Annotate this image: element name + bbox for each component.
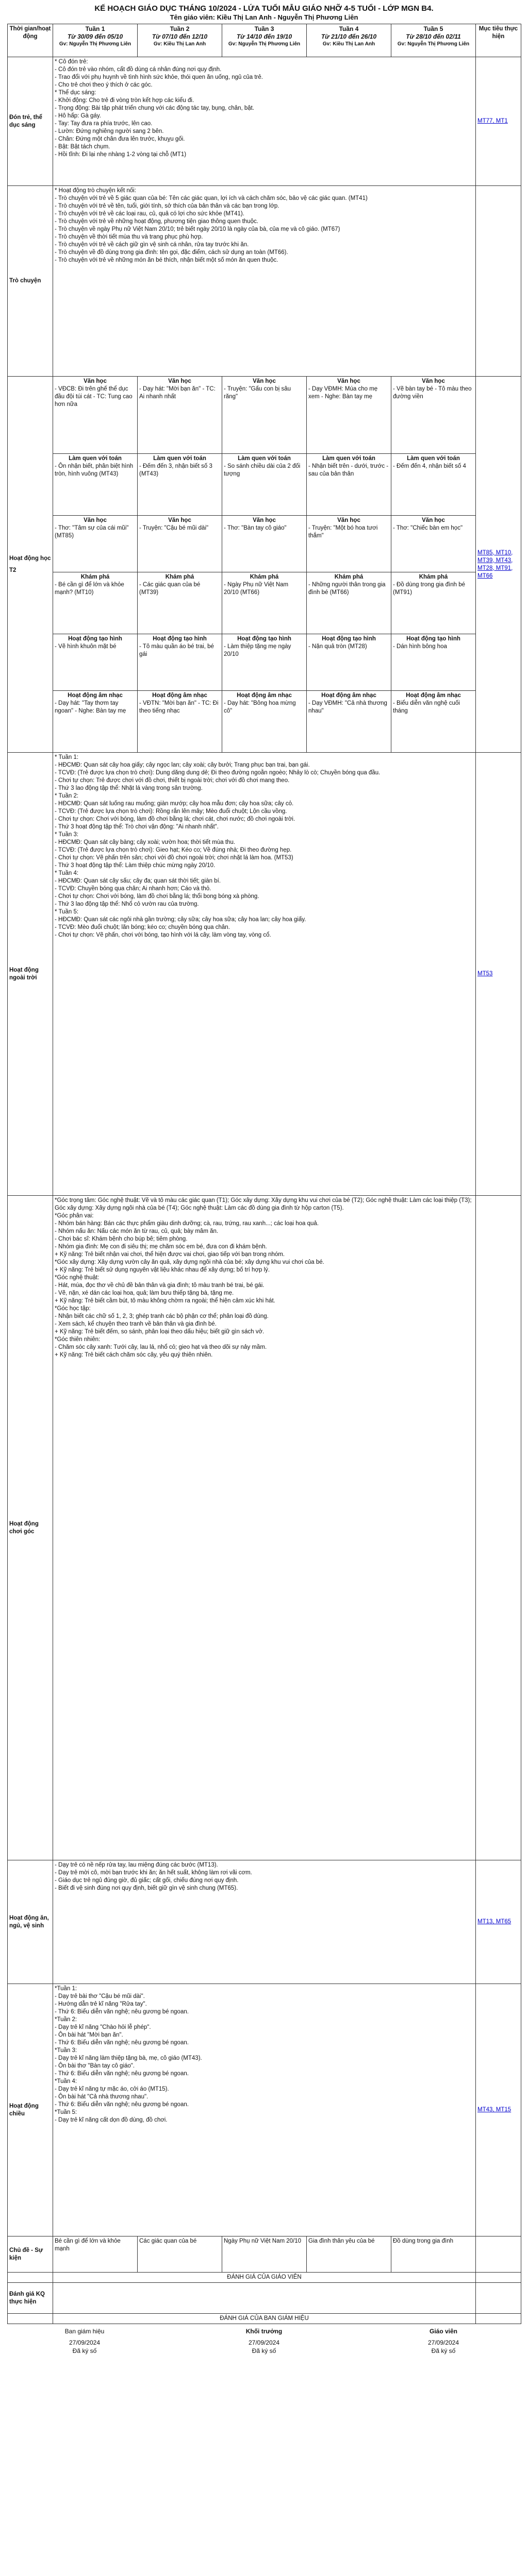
afternoon-label: Hoạt động chiều <box>8 1984 53 2236</box>
activity-text: - Làm thiệp tặng mẹ ngày 20/10 <box>224 643 291 657</box>
week-2-dates: Từ 07/10 đến 12/10 <box>152 33 208 40</box>
afternoon-line: *Tuần 3: <box>55 2047 77 2054</box>
meals-line: - Biết đi vệ sinh đúng nơi quy định, biết giữ gìn vệ sinh chung (MT65). <box>55 1885 238 1891</box>
week-2-name: Tuần 2 <box>170 25 190 32</box>
evaluation-row <box>8 2283 521 2314</box>
week-4-header <box>307 24 391 57</box>
signature-teacher <box>366 2327 521 2335</box>
teacher-review-spacer <box>8 2273 53 2283</box>
activity-subject: Làm quen với toán <box>322 455 375 462</box>
outdoor-line: - Chơi tự chọn: Chơi với bóng, làm đồ chơi bằng lá; thổi bong bóng xà phòng. <box>55 893 259 900</box>
activity-day: T2 <box>9 567 16 573</box>
activity-label <box>8 377 53 753</box>
signature-leader-date <box>187 2338 341 2355</box>
activity-subject: Văn học <box>422 378 445 384</box>
afternoon-line: *Tuần 4: <box>55 2078 77 2084</box>
corner-row <box>8 1196 521 1860</box>
page-title: KẾ HOẠCH GIÁO DỤC THÁNG 10/2024 - LỨA TUỔI MẪU GIÁO NHỠ 4-5 TUỔI - LỚP MGN B4. <box>94 4 434 13</box>
corner-content <box>53 1196 476 1860</box>
activity-cell <box>53 691 138 753</box>
chat-line: - Trò chuyện về thời tiết mùa thu và trang phục phù hợp. <box>55 234 203 240</box>
corner-line: - Hát, múa, đọc thơ về chủ đề bản thân và gia đình; tô màu tranh bé trai, bé gái. <box>55 1282 265 1289</box>
corner-line: + Kỹ năng: Trẻ biết cầm bút, tô màu không chờm ra ngoài; thể hiện cảm xúc khi hát. <box>55 1298 275 1304</box>
outdoor-line: - Chơi tự chọn: Vẽ phấn, chơi với bóng, tạo hình với lá cây, làm vòng tay, vòng cổ. <box>55 932 271 938</box>
corner-line: *Góc trọng tâm: Góc nghệ thuật: Vẽ và tô màu các giác quan (T1); Góc xây dựng: Xây dựng khu vui chơi của bé (T2); Góc nghệ thuật: Làm các loại thiệp (T3); Góc xây dựng: Xây dựng ngôi nhà của bé (T4); Góc nghệ thuật: Làm các đồ dùng gia đình từ hộp carton (T5). <box>55 1197 472 1211</box>
activity-cell <box>53 516 138 572</box>
week-4-dates: Từ 21/10 đến 26/10 <box>321 33 377 40</box>
welcome-line: - Lườn: Đứng nghiêng người sang 2 bên. <box>55 128 164 134</box>
signature-board <box>7 2327 162 2335</box>
corner-line: *Góc thiên nhiên: <box>55 1336 101 1343</box>
chat-line: - Trò chuyện về đồ dùng trong gia đình: tên gọi, đặc điểm, cách sử dụng an toàn (MT66). <box>55 249 288 256</box>
activity-text: - Vẽ bàn tay bé - Tô màu theo đường viền <box>393 386 472 400</box>
chat-label: Trò chuyện <box>8 186 53 377</box>
meals-label: Hoạt động ăn, ngủ, vệ sinh <box>8 1860 53 1984</box>
chat-line: - Trò chuyện với trẻ về 5 giác quan của bé: Tên các giác quan, lợi ích và cách chăm sóc, bảo vệ các giác quan. (MT41) <box>55 195 368 201</box>
signature-leader <box>187 2327 341 2335</box>
afternoon-line: - Dạy trẻ kĩ năng tự mặc áo, cởi áo (MT15). <box>55 2086 169 2092</box>
activity-subject: Làm quen với toán <box>407 455 460 462</box>
teacher-review-note: ĐÁNH GIÁ CỦA GIÁO VIÊN <box>53 2273 476 2283</box>
outdoor-line: - Chơi tự chọn: Trẻ được chơi với đồ chơi, thiết bị ngoài trời; chơi với đồ chơi mang theo. <box>55 777 290 784</box>
signature-role: Khối trưởng <box>245 2328 283 2335</box>
week-2-header <box>138 24 222 57</box>
activity-text: - Ôn nhận biết, phân biệt hình tròn, hình vuông (MT43) <box>55 463 134 477</box>
activity-cell <box>222 634 307 691</box>
meals-line: - Dạy trẻ có nề nếp rửa tay, lau miệng đúng các bước (MT13). <box>55 1862 218 1868</box>
meals-line: - Dạy trẻ mời cô, mời bạn trước khi ăn; ăn hết suất, không làm rơi vãi cơm. <box>55 1870 252 1876</box>
week-3-header <box>222 24 307 57</box>
welcome-line: * Cô đón trẻ: <box>55 59 88 65</box>
corner-line: - Xem sách, kể chuyện theo tranh về bản thân và gia đình bé. <box>55 1321 217 1327</box>
activity-subject: Văn học <box>84 517 107 523</box>
chat-line: - Trò chuyện về ngày Phụ nữ Việt Nam 20/10; trẻ biết ngày 20/10 là ngày của bà, của mẹ và cô giáo. (MT67) <box>55 226 340 232</box>
activity-text: - Dạy hát: "Mời bạn ăn" - TC: Ai nhanh nhất <box>139 386 216 400</box>
activity-text: - Dạy VĐMH: Múa cho mẹ xem - Nghe: Bàn tay mẹ <box>308 386 378 400</box>
signature-date: 27/09/2024 <box>427 2339 459 2346</box>
activity-text: - Thơ: "Chiếc bàn em học" <box>393 525 463 531</box>
activity-cell <box>138 634 222 691</box>
outdoor-line: - TCVĐ: Mèo đuổi chuột; lăn bóng; kéo co; chuyền bóng qua chân. <box>55 924 230 930</box>
activity-subject: Hoạt động tạo hình <box>237 636 291 642</box>
activity-cell <box>391 634 476 691</box>
activity-subject: Hoạt động âm nhạc <box>406 692 461 699</box>
welcome-line: - Trọng động: Bài tập phát triển chung với các động tác tay, bụng, chân, bật. <box>55 105 255 111</box>
corner-line: - Vẽ, nặn, xé dán các loại hoa, quả; làm bưu thiếp tặng bà, tặng mẹ. <box>55 1290 234 1296</box>
activity-row-t6 <box>8 634 521 691</box>
afternoon-line: - Ôn bài hát "Cả nhà thương nhau". <box>55 2094 148 2100</box>
week-5-name: Tuần 5 <box>423 25 443 32</box>
outdoor-line: - TCVĐ: (Trẻ được lựa chọn trò chơi): Dung dăng dung dẻ; Đi theo đường ngoằn ngoèo; Nhảy lò cò; Chuyền bóng qua đầu. <box>55 770 381 776</box>
week-1-header <box>53 24 138 57</box>
outdoor-line: - TCVĐ: (Trẻ được lựa chọn trò chơi): Rồng rắn lên mây; Mèo đuổi chuột; Lộn cầu vồng. <box>55 808 287 815</box>
activity-text: - Những người thân trong gia đình bé (MT66) <box>308 582 386 596</box>
meals-goals[interactable]: MT13, MT65 <box>476 1860 521 1984</box>
outdoor-line: - Thứ 3 hoạt động tập thể: Làm thiệp chúc mừng ngày 20/10. <box>55 862 216 869</box>
corner-line: + Kỹ năng: Trẻ biết cách chăm sóc cây, yêu quý thiên nhiên. <box>55 1352 213 1358</box>
outdoor-line: - TCVĐ: (Trẻ được lựa chọn trò chơi): Gieo hạt; Kéo co; Về đúng nhà; Đi theo đường hẹp. <box>55 847 292 853</box>
afternoon-line: - Ôn bài thơ "Bàn tay cô giáo". <box>55 2063 135 2069</box>
activity-text: - Đếm đến 3, nhận biết số 3 (MT43) <box>139 463 212 477</box>
activity-subject: Hoạt động tạo hình <box>406 636 460 642</box>
activity-cell <box>138 454 222 516</box>
corner-label: Hoạt động chơi góc <box>8 1196 53 1860</box>
board-review-row <box>8 2314 521 2324</box>
activity-cell <box>307 454 391 516</box>
corner-line: + Kỹ năng: Trẻ biết sử dụng nguyên vật liệu khác nhau để xây dựng; bố trí hợp lý. <box>55 1267 270 1273</box>
activity-cell <box>138 377 222 454</box>
signature-date: 27/09/2024 <box>248 2339 280 2346</box>
meals-content <box>53 1860 476 1984</box>
activity-cell <box>307 377 391 454</box>
signature-status: Đã ký số <box>252 2347 276 2354</box>
theme-cell: Gia đình thân yêu của bé <box>307 2236 391 2273</box>
activity-text: - Ngày Phụ nữ Việt Nam 20/10 (MT66) <box>224 582 289 596</box>
outdoor-line: - Chơi tự chọn: Vẽ phấn trên sân; chơi với đồ chơi ngoài trời; chơi nhặt lá làm hoa. (MT53) <box>55 855 293 861</box>
outdoor-line: - HĐCMĐ: Quan sát cây sấu; cây đa; quan sát thời tiết; giàn bí. <box>55 878 221 884</box>
activity-subject: Văn học <box>337 378 360 384</box>
activity-cell <box>307 691 391 753</box>
activity-text: - Dán hình bông hoa <box>393 643 447 650</box>
welcome-line: * Thể dục sáng: <box>55 90 96 96</box>
afternoon-line: - Dạy trẻ bài thơ "Cậu bé mũi dài". <box>55 1993 145 1999</box>
afternoon-line: *Tuần 1: <box>55 1986 77 1992</box>
activity-cell <box>307 516 391 572</box>
outdoor-line: - HĐCMĐ: Quan sát cây hoa giấy; cây ngọc lan; cây xoài; cây bưởi; Trang phục bạn trai, bạn gái. <box>55 762 310 768</box>
corner-line: + Kỹ năng: Trẻ biết nhận vai chơi, thể hiện được vai chơi, giao tiếp với bạn trong nhóm. <box>55 1251 285 1258</box>
meals-line: - Giáo dục trẻ ngủ đúng giờ, đủ giấc; cất gối, chiếu đúng nơi quy định. <box>55 1877 239 1884</box>
activity-subject: Khám phá <box>165 574 194 580</box>
activity-cell <box>222 454 307 516</box>
activity-subject: Hoạt động tạo hình <box>153 636 207 642</box>
activity-cell <box>53 377 138 454</box>
activity-cell <box>222 691 307 753</box>
activity-subject: Hoạt động âm nhạc <box>321 692 376 699</box>
outdoor-line: - Thứ 3 lao động tập thể: Nhổ cỏ vườn rau của trường. <box>55 901 199 907</box>
activity-cell <box>53 634 138 691</box>
board-review-spacer <box>476 2314 521 2324</box>
signature-date-row <box>7 2338 521 2355</box>
teacher-names: Tên giáo viên: Kiều Thị Lan Anh - Nguyễn Thị Phương Liên <box>170 13 358 21</box>
activity-cell <box>391 516 476 572</box>
activity-cell <box>391 691 476 753</box>
welcome-line: - Hô hấp: Gà gáy. <box>55 113 101 119</box>
corner-line: - Nhóm bán hàng: Bán các thực phẩm giàu dinh dưỡng; cà, rau, trứng, rau xanh...; các loại hoa quả. <box>55 1221 319 1227</box>
theme-cell: Ngày Phụ nữ Việt Nam 20/10 <box>222 2236 307 2273</box>
chat-row <box>8 186 521 377</box>
chat-line: - Trò chuyện với trẻ về cách giữ gìn vệ sinh cá nhân, rửa tay trước khi ăn. <box>55 242 249 248</box>
chat-content <box>53 186 476 377</box>
activity-subject: Khám phá <box>334 574 364 580</box>
welcome-line: - Trao đổi với phụ huynh về tình hình sức khỏe, thói quen ăn uống, ngủ của trẻ. <box>55 74 263 80</box>
activity-text: - Dạy VĐMH: "Cả nhà thương nhau" <box>308 700 387 714</box>
activity-text: - Truyện: "Một bó hoa tươi thắm" <box>308 525 378 539</box>
activity-subject: Hoạt động tạo hình <box>322 636 376 642</box>
week-3-teacher: Gv: Nguyễn Thị Phương Liên <box>228 41 301 47</box>
activity-cell <box>391 572 476 634</box>
afternoon-line: - Thứ 6: Biểu diễn văn nghệ; nêu gương bé ngoan. <box>55 2009 189 2015</box>
afternoon-line: - Dạy trẻ kĩ năng làm thiệp tặng bà, mẹ, cô giáo (MT43). <box>55 2055 202 2061</box>
activity-subject: Văn học <box>84 378 107 384</box>
activity-text: - Dạy hát: "Bông hoa mừng cô" <box>224 700 296 714</box>
outdoor-line: - Thứ 3 hoạt động tập thể: Trò chơi vận động: "Ai nhanh nhất". <box>55 824 219 830</box>
activity-subject: Văn học <box>168 517 191 523</box>
evaluation-content <box>53 2283 476 2314</box>
afternoon-line: - Dạy trẻ kĩ năng cất dọn đồ dùng, đồ chơi. <box>55 2117 168 2123</box>
activity-subject: Làm quen với toán <box>69 455 122 462</box>
activity-text: - Biểu diễn văn nghệ cuối tháng <box>393 700 460 714</box>
afternoon-line: - Thứ 6: Biểu diễn văn nghệ; nêu gương bé ngoan. <box>55 2071 189 2077</box>
outdoor-label: Hoạt động ngoài trời <box>8 753 53 1196</box>
week-5-header <box>391 24 476 57</box>
week-3-name: Tuần 3 <box>254 25 274 32</box>
afternoon-goals[interactable]: MT43, MT15 <box>476 1984 521 2236</box>
activity-text: - Truyện: "Gấu con bị sâu răng" <box>224 386 291 400</box>
corner-line: *Góc xây dựng: Xây dựng vườn cây ăn quả, xây dựng ngôi nhà của bé; xây dựng khu vui chơi của bé. <box>55 1259 324 1265</box>
plan-table <box>7 24 521 2324</box>
outdoor-line: - HĐCMĐ: Quan sát các ngôi nhà gần trường; cây sữa; cây hoa sữa; cây hoa lan; cây hoa giấy. <box>55 917 306 923</box>
welcome-goals[interactable]: MT77, MT1 <box>476 57 521 186</box>
activity-subject: Khám phá <box>419 574 448 580</box>
signature-status: Đã ký số <box>431 2347 456 2354</box>
activity-cell <box>222 516 307 572</box>
outdoor-content <box>53 753 476 1196</box>
activity-text: - Đồ dùng trong gia đình bé (MT91) <box>393 582 466 596</box>
chat-goals <box>476 186 521 377</box>
signature-date: 27/09/2024 <box>69 2339 101 2346</box>
corner-line: - Nhận biết các chữ số 1, 2, 3; ghép tranh các bộ phận cơ thể; phân loại đồ dùng. <box>55 1313 269 1319</box>
welcome-line: - Cho trẻ chơi theo ý thích ở các góc. <box>55 82 153 88</box>
meals-row <box>8 1860 521 1984</box>
activity-text: - Truyện: "Cậu bé mũi dài" <box>139 525 209 531</box>
activity-cell <box>53 572 138 634</box>
outdoor-goals[interactable]: MT53 <box>476 753 521 1196</box>
activity-label-text: Hoạt động học <box>9 555 51 562</box>
theme-cell: Bé cần gì để lớn và khỏe mạnh <box>53 2236 138 2273</box>
week-1-dates: Từ 30/09 đến 05/10 <box>67 33 123 40</box>
week-1-teacher: Gv: Nguyễn Thị Phương Liên <box>59 41 131 47</box>
activity-subject: Hoạt động âm nhạc <box>152 692 207 699</box>
activity-subject: Hoạt động tạo hình <box>68 636 122 642</box>
welcome-line: - Cô đón trẻ vào nhóm, cất đồ dùng cá nhân đúng nơi quy định. <box>55 66 222 73</box>
outdoor-line: - HĐCMĐ: Quan sát luống rau muống; giàn mướp; cây hoa mẫu đơn; cây hoa sữa; cây cỏ. <box>55 801 294 807</box>
activity-subject: Văn học <box>253 517 276 523</box>
chat-line: - Trò chuyện với trẻ về những món ăn bé thích, nhận biết một số món ăn quen thuộc. <box>55 257 278 263</box>
outdoor-line: * Tuần 2: <box>55 793 79 799</box>
activity-row-t3 <box>8 454 521 516</box>
outdoor-line: - Chơi tự chọn: Chơi với bóng, làm đồ chơi bằng lá; chơi cát, chơi nước; đồ chơi ngoài trời. <box>55 816 295 822</box>
welcome-line: - Chân: Đứng một chân đưa lên trước, khuỵu gối. <box>55 136 185 142</box>
outdoor-line: * Tuần 5: <box>55 909 79 915</box>
signature-board-date <box>7 2338 162 2355</box>
chat-line: - Trò chuyện với trẻ về các loại rau, củ, quả có lợi cho sức khỏe (MT41). <box>55 211 244 217</box>
afternoon-line: *Tuần 2: <box>55 2016 77 2023</box>
theme-cell: Đồ dùng trong gia đình <box>391 2236 476 2273</box>
activity-cell <box>222 572 307 634</box>
board-review-spacer <box>8 2314 53 2324</box>
activity-row-t5 <box>8 572 521 634</box>
activity-subject: Làm quen với toán <box>238 455 291 462</box>
outdoor-line: * Tuần 1: <box>55 754 79 760</box>
activity-row-t4 <box>8 516 521 572</box>
welcome-content <box>53 57 476 186</box>
welcome-line: - Bật: Bật tách chụm. <box>55 144 110 150</box>
activity-text: - VĐCB: Đi trên ghế thể dục đầu đội túi cát - TC: Tung cao hơn nữa <box>55 386 133 408</box>
week-1-name: Tuần 1 <box>85 25 105 32</box>
week-4-teacher: Gv: Kiều Thị Lan Anh <box>322 41 375 47</box>
activity-goals[interactable]: MT85, MT10, MT39, MT43, MT28, MT91, MT66 <box>476 377 521 753</box>
week-5-teacher: Gv: Nguyễn Thị Phương Liên <box>397 41 470 47</box>
theme-label: Chủ đề - Sự kiện <box>8 2236 53 2273</box>
corner-line: - Chơi bác sĩ: Khám bệnh cho búp bê; tiêm phòng. <box>55 1236 188 1242</box>
activity-text: - Tô màu quần áo bé trai, bé gái <box>139 643 214 657</box>
signature-status: Đã ký số <box>72 2347 97 2354</box>
week-5-dates: Từ 28/10 đến 02/11 <box>406 33 461 40</box>
activity-cell <box>222 377 307 454</box>
activity-cell <box>307 634 391 691</box>
activity-text: - Dạy hát: "Tay thơm tay ngoan" - Nghe: Bàn tay mẹ <box>55 700 126 714</box>
chat-line: - Trò chuyện với trẻ về tên, tuổi, giới tính, sở thích của bản thân và các bạn trong lớp. <box>55 203 279 209</box>
afternoon-line: - Ôn bài hát "Mời bạn ăn". <box>55 2032 123 2038</box>
activity-text: - Nặn quả tròn (MT28) <box>308 643 367 650</box>
activity-text: - Vẽ hình khuôn mặt bé <box>55 643 117 650</box>
activity-text: - Bé cần gì để lớn và khỏe mạnh? (MT10) <box>55 582 124 596</box>
header-row <box>8 24 521 57</box>
chat-line: * Hoạt động trò chuyện kết nối: <box>55 188 136 194</box>
activity-cell <box>307 572 391 634</box>
welcome-label: Đón trẻ, thể dục sáng <box>8 57 53 186</box>
activity-subject: Văn học <box>337 517 360 523</box>
time-column-header: Thời gian/hoạt động <box>8 24 53 57</box>
afternoon-line: - Dạy trẻ kĩ năng "Chào hỏi lễ phép". <box>55 2024 151 2030</box>
activity-row-t2 <box>8 377 521 454</box>
corner-line: + Kỹ năng: Trẻ biết đếm, so sánh, phân loại theo dấu hiệu; biết giữ gìn sách vở. <box>55 1329 265 1335</box>
welcome-line: - Khởi động: Cho trẻ đi vòng tròn kết hợp các kiểu đi. <box>55 97 194 104</box>
activity-cell <box>138 572 222 634</box>
afternoon-line: - Thứ 6: Biểu diễn văn nghệ; nêu gương bé ngoan. <box>55 2102 189 2108</box>
outdoor-line: * Tuần 3: <box>55 832 79 838</box>
corner-line: - Nhóm gia đình: Mẹ con đi siêu thị; mẹ chăm sóc em bé, đưa con đi khám bệnh. <box>55 1244 267 1250</box>
corner-line: *Góc nghệ thuật: <box>55 1275 100 1281</box>
theme-goal-cell <box>476 2236 521 2273</box>
activity-row-t7 <box>8 691 521 753</box>
afternoon-line: *Tuần 5: <box>55 2109 77 2115</box>
activity-subject: Hoạt động âm nhạc <box>68 692 123 699</box>
activity-text: - So sánh chiều dài của 2 đối tượng <box>224 463 301 477</box>
activity-cell <box>53 454 138 516</box>
corner-line: - Nhóm nấu ăn: Nấu các món ăn từ rau, củ, quả; bày mâm ăn. <box>55 1228 219 1234</box>
afternoon-row <box>8 1984 521 2236</box>
theme-cell: Các giác quan của bé <box>138 2236 222 2273</box>
corner-goals <box>476 1196 521 1860</box>
activity-subject: Khám phá <box>80 574 110 580</box>
activity-subject: Khám phá <box>250 574 279 580</box>
activity-text: - Nhận biết trên - dưới, trước - sau của bản thân <box>308 463 389 477</box>
activity-text: - VĐTN: "Mời bạn ăn" - TC: Đi theo tiếng nhạc <box>139 700 219 714</box>
week-3-dates: Từ 14/10 đến 19/10 <box>236 33 292 40</box>
evaluation-goal-cell <box>476 2283 521 2314</box>
afternoon-content <box>53 1984 476 2236</box>
corner-line: *Góc phân vai: <box>55 1213 94 1219</box>
evaluation-label: Đánh giá KQ thực hiện <box>8 2283 53 2314</box>
teacher-review-row <box>8 2273 521 2283</box>
activity-text: - Các giác quan của bé (MT39) <box>139 582 201 596</box>
teacher-review-spacer <box>476 2273 521 2283</box>
outdoor-line: - TCVĐ: Chuyền bóng qua chân; Ai nhanh hơn; Cáo và thỏ. <box>55 886 211 892</box>
welcome-line: - Hồi tĩnh: Đi lại nhẹ nhàng 1-2 vòng tại chỗ (MT1) <box>55 151 187 158</box>
activity-cell <box>391 454 476 516</box>
signature-teacher-date <box>366 2338 521 2355</box>
signature-role: Ban giám hiệu <box>64 2328 105 2335</box>
activity-subject: Làm quen với toán <box>153 455 206 462</box>
corner-line: *Góc học tập: <box>55 1306 91 1312</box>
theme-row <box>8 2236 521 2273</box>
week-2-teacher: Gv: Kiều Thị Lan Anh <box>153 41 206 47</box>
chat-line: - Trò chuyện với trẻ về những hoạt động, phương tiện giao thông quen thuộc. <box>55 218 258 225</box>
activity-subject: Văn học <box>422 517 445 523</box>
activity-cell <box>138 516 222 572</box>
outdoor-line: - Thứ 3 lao động tập thể: Nhặt lá vàng trong sân trường. <box>55 785 203 791</box>
activity-subject: Văn học <box>253 378 276 384</box>
activity-subject: Hoạt động âm nhạc <box>237 692 292 699</box>
outdoor-line: - HĐCMĐ: Quan sát cây bàng; cây xoài; vườn hoa; thời tiết mùa thu. <box>55 839 236 845</box>
activity-text: - Đếm đến 4, nhận biết số 4 <box>393 463 466 469</box>
outdoor-line: * Tuần 4: <box>55 870 79 876</box>
welcome-row <box>8 57 521 186</box>
board-review-note: ĐÁNH GIÁ CỦA BAN GIÁM HIỆU <box>53 2314 476 2324</box>
signature-row <box>7 2327 521 2335</box>
afternoon-line: - Thứ 6: Biểu diễn văn nghệ; nêu gương bé ngoan. <box>55 2040 189 2046</box>
activity-cell <box>391 377 476 454</box>
activity-subject: Văn học <box>168 378 191 384</box>
activity-cell <box>138 691 222 753</box>
outdoor-row <box>8 753 521 1196</box>
signature-role: Giáo viên <box>429 2328 458 2335</box>
activity-text: - Thơ: "Bàn tay cô giáo" <box>224 525 287 531</box>
week-4-name: Tuần 4 <box>339 25 359 32</box>
activity-text: - Thơ: "Tâm sự của cái mũi" (MT85) <box>55 525 129 539</box>
goal-column-header: Mục tiêu thực hiện <box>476 24 521 57</box>
corner-line: - Chăm sóc cây xanh: Tưới cây, lau lá, nhổ cỏ; gieo hạt và theo dõi sự nảy mầm. <box>55 1344 267 1350</box>
afternoon-line: - Hướng dẫn trẻ kĩ năng "Rửa tay". <box>55 2001 147 2007</box>
welcome-line: - Tay: Tay đưa ra phía trước, lên cao. <box>55 121 153 127</box>
